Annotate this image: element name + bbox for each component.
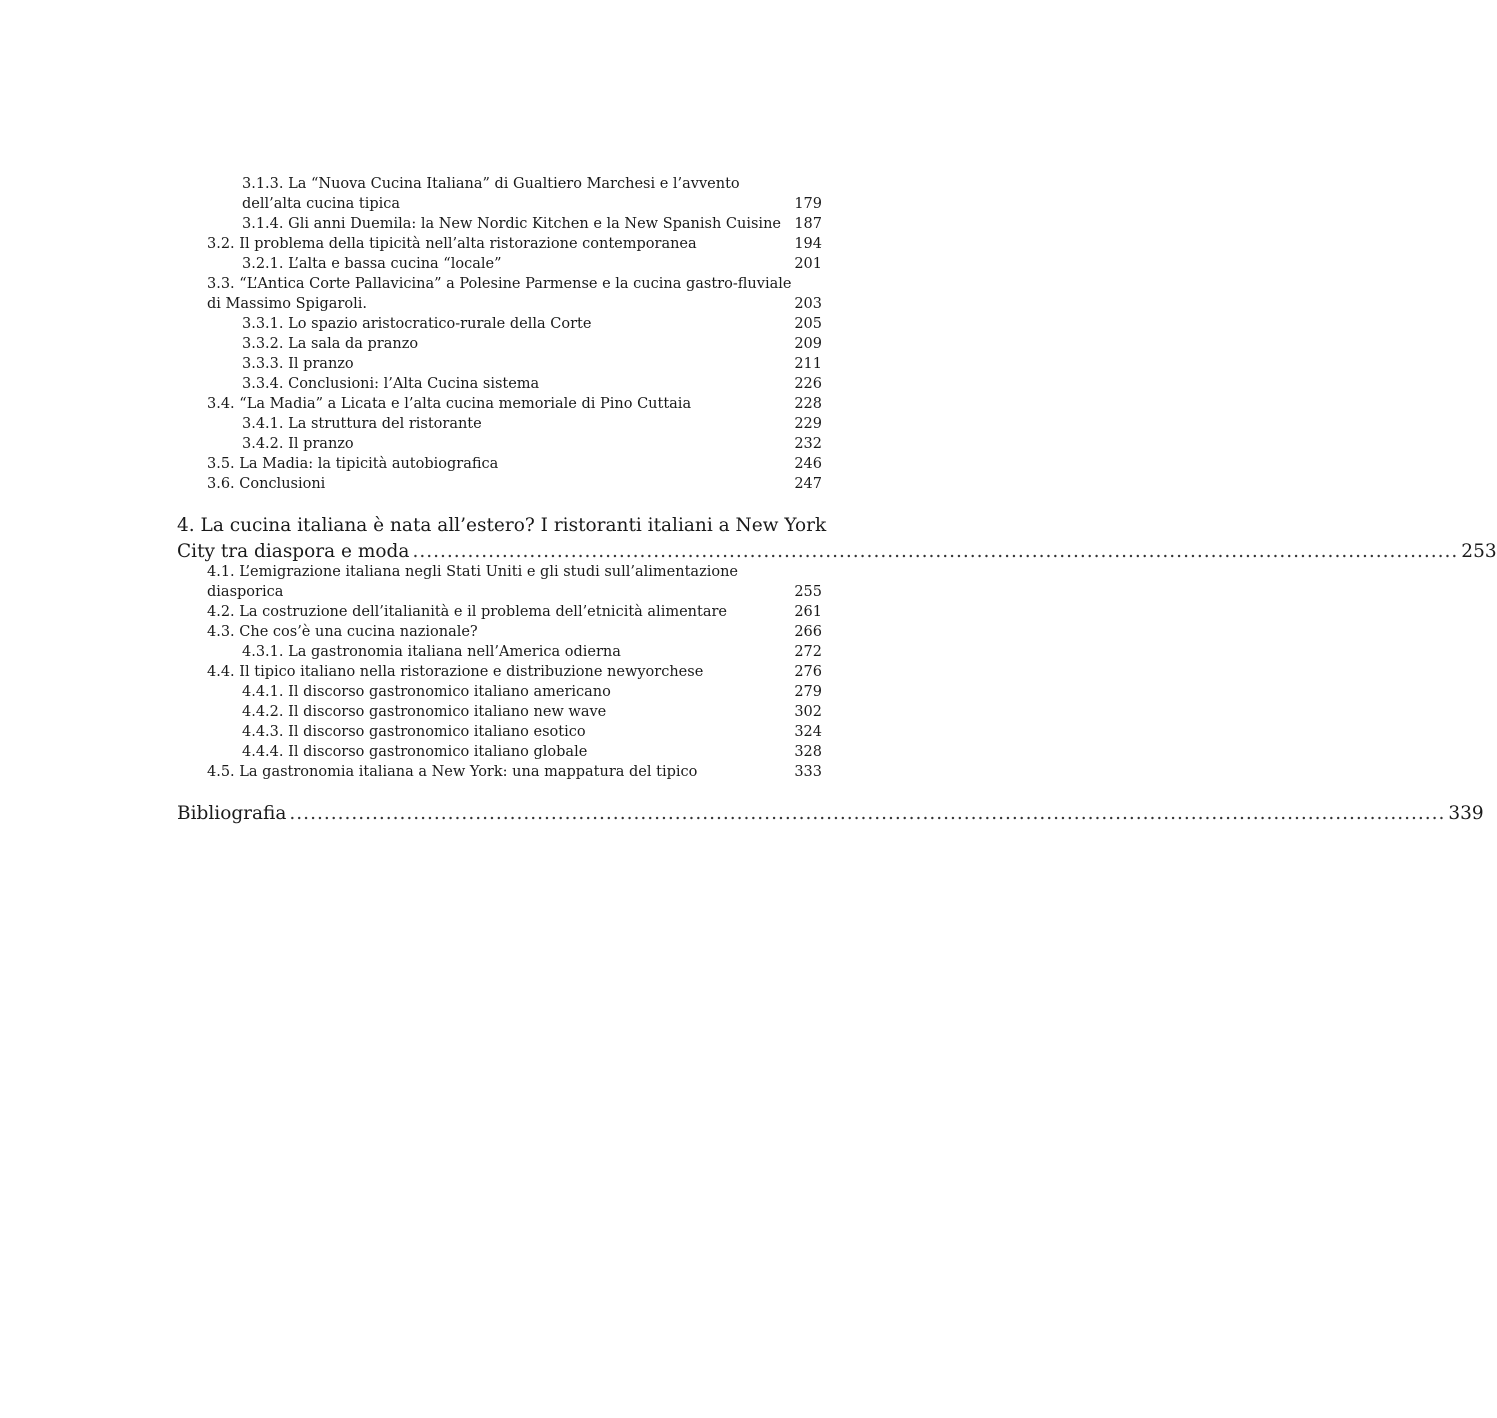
toc-chapter-text: 4. La cucina italiana è nata all’estero? I ristoranti italiani a New York [177,515,827,536]
toc-entry-text: 4.4.1. Il discorso gastronomico italiano americano [242,684,611,700]
toc-entry-3-5 [207,454,822,474]
dot-leader: ........................................................................................................................................................ [412,541,1459,562]
toc-entry-text: 3.4. “La Madia” a Licata e l’alta cucina memoriale di Pino Cuttaia [207,396,692,412]
toc-entry-text: 4.1. L’emigrazione italiana negli Stati Uniti e gli studi sull’alimentazione [207,564,738,580]
toc-entry-page: 328 [794,744,822,760]
toc-entry-page: 211 [794,356,822,372]
toc-entry-page: 261 [794,604,822,620]
toc-entry-text: 3.4.2. Il pranzo [242,436,354,452]
toc-entry-3-3-4 [242,374,822,394]
toc-entry-text: di Massimo Spigaroli. [207,296,367,312]
toc-entry-page: 229 [794,416,822,432]
toc-entry-text: 4.3.1. La gastronomia italiana nell’America odierna [242,644,621,660]
toc-entry-page: 201 [794,256,822,272]
toc-entry-page: 324 [794,724,822,740]
toc-entry-4-1-cont [207,582,822,602]
toc-entry-page: 194 [794,236,822,252]
toc-entry-page: 205 [794,316,822,332]
toc-entry-3-1-4 [242,214,822,234]
toc-entry-3-3-1 [242,314,822,334]
toc-entry-text: 3.3. “L’Antica Corte Pallavicina” a Polesine Parmense e la cucina gastro-fluviale [207,276,792,292]
toc-entry-4-3 [207,622,822,642]
toc-entry-text: 3.1.4. Gli anni Duemila: la New Nordic Kitchen e la New Spanish Cuisine [242,216,781,232]
toc-entry-page: 246 [794,456,822,472]
toc-entry-page: 226 [794,376,822,392]
toc-entry-page: 333 [794,764,822,780]
toc-entry-4-5 [207,762,822,782]
toc-entry-3-2-1 [242,254,822,274]
toc-entry-3-6 [207,474,822,494]
toc-entry-page: 302 [794,704,822,720]
toc-entry-3-3-3 [242,354,822,374]
toc-entry-text: 3.3.4. Conclusioni: l’Alta Cucina sistema [242,376,540,392]
toc-entry-text: 3.2. Il problema della tipicità nell’alta ristorazione contemporanea [207,236,697,252]
toc-entry-4-3-1 [242,642,822,662]
toc-entry-4-4 [207,662,822,682]
toc-entry-text: 4.5. La gastronomia italiana a New York: una mappatura del tipico [207,764,698,780]
toc-chapter-4 [177,513,827,539]
toc-entry-text: 3.4.1. La struttura del ristorante [242,416,482,432]
toc-entry-3-3 [207,274,822,294]
toc-entry-4-4-4 [242,742,822,762]
toc-entry-page: 209 [794,336,822,352]
toc-chapter-page: 339 [1448,803,1484,824]
toc-entry-4-1 [207,562,822,582]
toc-entry-page: 187 [794,216,822,232]
toc-entry-3-2 [207,234,822,254]
toc-entry-page: 276 [794,664,822,680]
toc-entry-text: 4.4.2. Il discorso gastronomico italiano new wave [242,704,607,720]
toc-entry-text: 4.2. La costruzione dell’italianità e il problema dell’etnicità alimentare [207,604,727,620]
toc-entry-page: 179 [794,196,822,212]
toc-entry-page: 266 [794,624,822,640]
toc-entry-text: 3.1.3. La “Nuova Cucina Italiana” di Gualtiero Marchesi e l’avvento [242,176,740,192]
toc-entry-4-4-3 [242,722,822,742]
toc-entry-text: diasporica [207,584,284,600]
toc-chapter-text: Bibliografia [177,803,287,824]
toc-entry-page: 232 [794,436,822,452]
toc-entry-text: 3.5. La Madia: la tipicità autobiografica [207,456,499,472]
toc-entry-text: 4.4.4. Il discorso gastronomico italiano globale [242,744,588,760]
toc-entry-4-2 [207,602,822,622]
toc-entry-3-4-2 [242,434,822,454]
toc-entry-3-3-2 [242,334,822,354]
toc-entry-text: 3.6. Conclusioni [207,476,326,492]
toc-entry-3-3-cont [207,294,822,314]
toc-entry-3-1-3 [242,174,822,194]
dot-leader: ........................................................................................................................................................................ [289,803,1446,824]
toc-entry-text: 3.3.1. Lo spazio aristocratico-rurale della Corte [242,316,592,332]
toc-entry-3-4 [207,394,822,414]
toc-entry-page: 228 [794,396,822,412]
toc-bibliography [177,801,1484,827]
toc-entry-3-1-3-cont [242,194,822,214]
toc-entry-text: dell’alta cucina tipica [242,196,401,212]
toc-entry-page: 203 [794,296,822,312]
toc-entry-text: 3.3.3. Il pranzo [242,356,354,372]
toc-entry-page: 272 [794,644,822,660]
toc-entry-text: 4.4. Il tipico italiano nella ristorazione e distribuzione newyorchese [207,664,704,680]
toc-entry-text: 4.3. Che cos’è una cucina nazionale? [207,624,478,640]
toc-entry-text: 3.3.2. La sala da pranzo [242,336,419,352]
toc-chapter-text: City tra diaspora e moda [177,541,410,562]
toc-entry-page: 247 [794,476,822,492]
toc-entry-page: 255 [794,584,822,600]
toc-entry-4-4-1 [242,682,822,702]
toc-entry-3-4-1 [242,414,822,434]
toc-entry-4-4-2 [242,702,822,722]
toc-entry-text: 3.2.1. L’alta e bassa cucina “locale” [242,256,502,272]
toc-entry-text: 4.4.3. Il discorso gastronomico italiano esotico [242,724,586,740]
toc-entry-page: 279 [794,684,822,700]
toc-chapter-page: 253 [1461,541,1497,562]
